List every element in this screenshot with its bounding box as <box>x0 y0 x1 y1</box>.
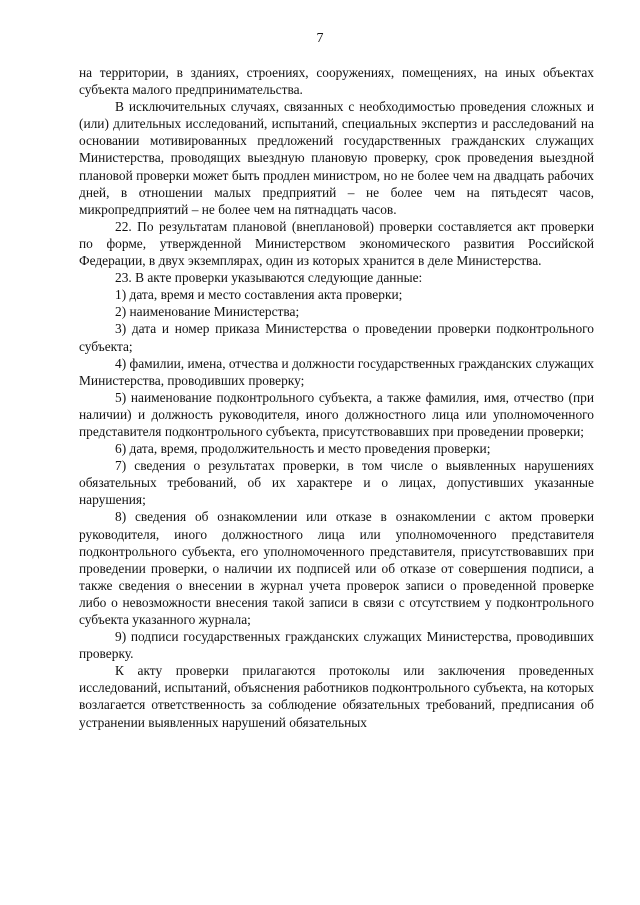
paragraph: 7) сведения о результатах проверки, в том числе о выявленных нарушениях обязательных требований, об их характере и о лицах, допустивших указанные нарушения; <box>79 458 594 508</box>
paragraph: 8) сведения об ознакомлении или отказе в ознакомлении с актом проверки руководителя, иного должностного лица или уполномоченного представителя подконтрольного субъекта, его уполномоченного представителя, присутствовавших при проведении проверки, о наличии их подписей или об отказе от совершения подписи, а также сведения о внесении в журнал учета проверок записи о проведенной проверке либо о невозможности внесения такой записи в связи с отсутствием у подконтрольного субъекта указанного журнала; <box>79 509 594 627</box>
document-body <box>79 64 594 731</box>
paragraph: 23. В акте проверки указываются следующие данные: <box>115 270 423 286</box>
paragraph: 3) дата и номер приказа Министерства о проведении проверки подконтрольного субъекта; <box>79 321 594 354</box>
page-number: 7 <box>316 31 324 46</box>
paragraph: 4) фамилии, имена, отчества и должности государственных гражданских служащих Министерства, проводивших проверку; <box>79 355 594 388</box>
paragraph: 1) дата, время и место составления акта проверки; <box>115 287 403 303</box>
paragraph: 22. По результатам плановой (внеплановой) проверки составляется акт проверки по форме, утвержденной Министерством экономического развития Российской Федерации, в двух экземплярах, один из которых хранится в деле Министерства. <box>79 218 594 269</box>
paragraph: 9) подписи государственных гражданских служащих Министерства, проводивших проверку. <box>79 629 594 662</box>
paragraph: 6) дата, время, продолжительность и место проведения проверки; <box>115 441 491 457</box>
paragraph: К акту проверки прилагаются протоколы или заключения проведенных исследований, испытаний, объяснения работников подконтрольного субъекта, на которых возлагается ответственность за соблюдение обязательных требований, предписания об устранении выявленных нарушений обязательных <box>79 663 594 730</box>
paragraph: В исключительных случаях, связанных с необходимостью проведения сложных и (или) длительных исследований, испытаний, специальных экспертиз и расследований на основании мотивированных предложений государственных гражданских служащих Министерства, проводящих выездную плановую проверку, срок проведения выездной плановой проверки может быть продлен министром, но не более чем на двадцать рабочих дней, в отношении малых предприятий – не более чем на пятьдесят часов, микропредприятий – не более чем на пятнадцать часов. <box>79 99 594 217</box>
paragraph: 2) наименование Министерства; <box>115 304 300 320</box>
paragraph: на территории, в зданиях, строениях, сооружениях, помещениях, на иных объектах субъекта малого предпринимательства. <box>79 65 594 98</box>
paragraph: 5) наименование подконтрольного субъекта, а также фамилия, имя, отчество (при наличии) и должность руководителя, иного должностного лица или уполномоченного представителя подконтрольного субъекта, присутствовавших при проведении проверки; <box>79 389 594 439</box>
